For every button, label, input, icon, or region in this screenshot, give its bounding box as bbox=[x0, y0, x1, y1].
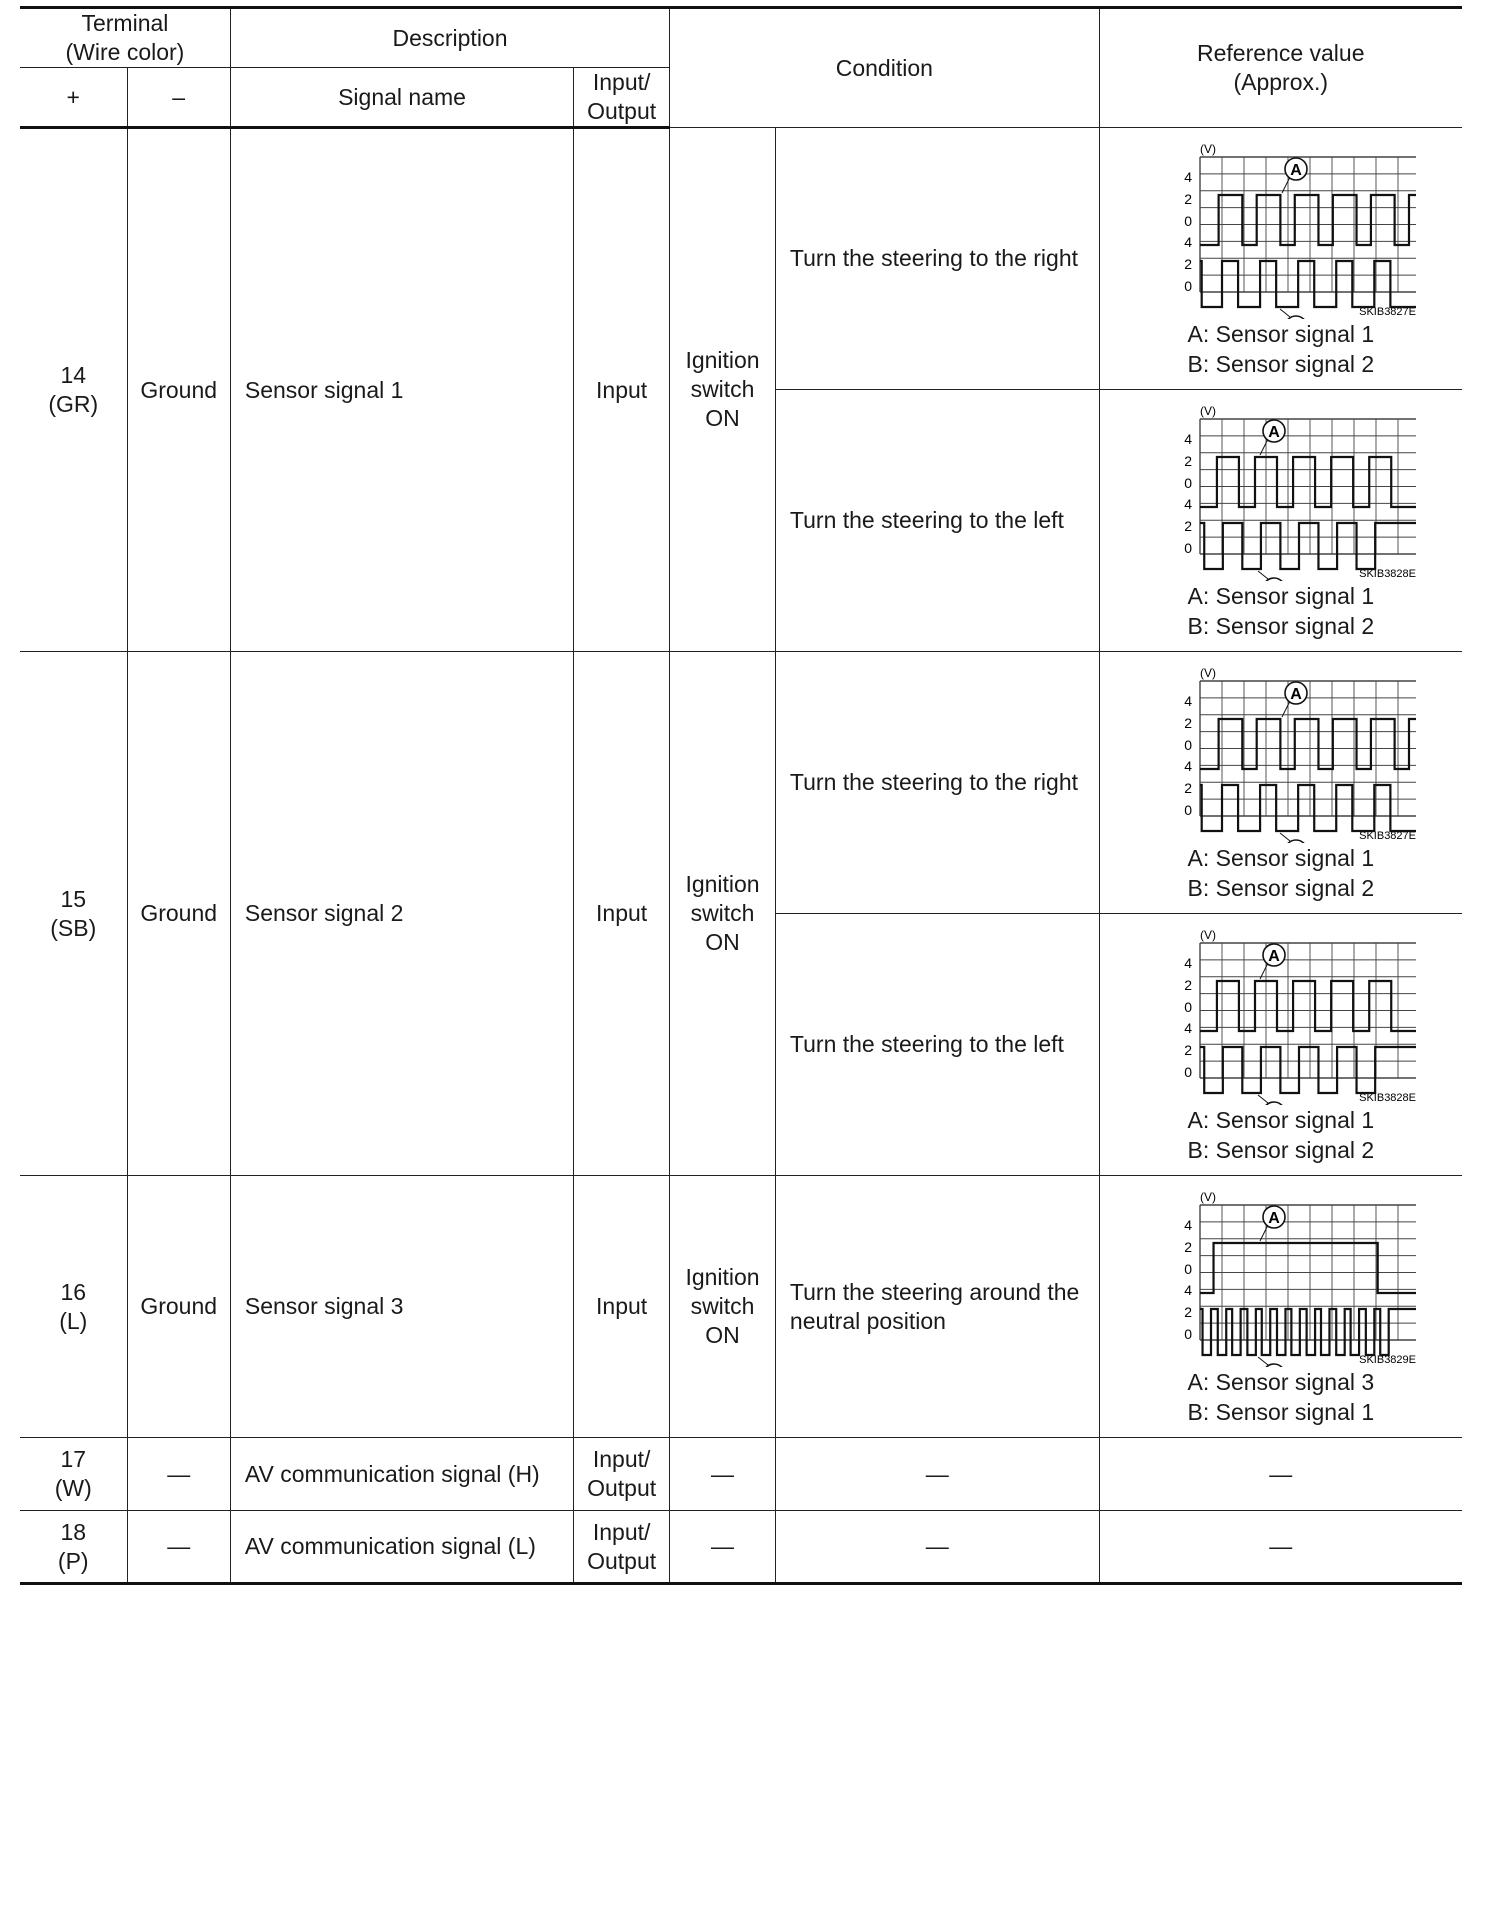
callout-a-label: A bbox=[1289, 685, 1302, 703]
header-input-output bbox=[574, 68, 670, 128]
waveform-b bbox=[1200, 523, 1416, 569]
waveform-b bbox=[1200, 1047, 1416, 1093]
wire-color: (L) bbox=[59, 1307, 88, 1334]
condition-line: Turn the steering around the bbox=[789, 1278, 1080, 1305]
header-terminal-label: Terminal bbox=[81, 10, 169, 36]
scope-tick-label: 4 bbox=[1183, 168, 1192, 185]
reference-cell: — bbox=[1099, 1438, 1462, 1511]
waveform-b bbox=[1200, 261, 1416, 307]
reference-cell bbox=[1099, 914, 1462, 1176]
condition-detail-cell: — bbox=[775, 1438, 1099, 1511]
scope-unit-label: (V) bbox=[1199, 1189, 1216, 1204]
header-condition: Condition bbox=[670, 8, 1099, 128]
condition-line: ON bbox=[705, 1322, 740, 1348]
scope-tick-label: 2 bbox=[1183, 255, 1192, 272]
oscilloscope-waveform bbox=[1146, 925, 1416, 1105]
condition-detail-cell: — bbox=[775, 1511, 1099, 1584]
scope-code-label: SKIB3827E bbox=[1358, 305, 1416, 318]
legend-a: A: Sensor signal 1 bbox=[1187, 582, 1375, 609]
signal-name-cell: Sensor signal 2 bbox=[230, 652, 573, 1176]
condition-main-cell: — bbox=[670, 1511, 776, 1584]
scope-tick-label: 4 bbox=[1183, 1019, 1192, 1036]
waveform-a bbox=[1200, 1243, 1416, 1293]
oscilloscope-waveform bbox=[1146, 139, 1416, 319]
header-approx-label: (Approx.) bbox=[1233, 69, 1329, 95]
header-description: Description bbox=[230, 8, 669, 68]
io-cell bbox=[574, 1511, 670, 1584]
signal-name-cell: Sensor signal 3 bbox=[230, 1176, 573, 1438]
waveform-a bbox=[1200, 719, 1416, 769]
scope-tick-label: 0 bbox=[1183, 539, 1192, 556]
scope-tick-label: 2 bbox=[1183, 452, 1192, 469]
header-plus: + bbox=[20, 68, 127, 128]
signal-name-cell: AV communication signal (H) bbox=[230, 1438, 573, 1511]
scope-tick-label: 4 bbox=[1183, 692, 1192, 709]
callout-b-line bbox=[1280, 309, 1290, 317]
scope-code-label: SKIB3828E bbox=[1358, 567, 1416, 580]
ground-cell: Ground bbox=[127, 128, 230, 652]
header-wire-color-label: (Wire color) bbox=[65, 39, 185, 65]
signal-name-cell: AV communication signal (L) bbox=[230, 1511, 573, 1584]
scope-tick-label: 4 bbox=[1183, 1281, 1192, 1298]
scope-tick-label: 0 bbox=[1183, 474, 1192, 491]
scope-tick-label: 0 bbox=[1183, 998, 1192, 1015]
scope-tick-label: 4 bbox=[1183, 757, 1192, 774]
condition-detail-cell bbox=[775, 1176, 1099, 1438]
scope-tick-label: 4 bbox=[1183, 1216, 1192, 1233]
scope-tick-label: 0 bbox=[1183, 736, 1192, 753]
callout-a-label: A bbox=[1289, 161, 1302, 179]
callout-a-label: A bbox=[1267, 1209, 1280, 1227]
terminal-number: 18 bbox=[60, 1518, 87, 1545]
condition-main-cell: — bbox=[670, 1438, 776, 1511]
header-reference-value bbox=[1099, 8, 1462, 128]
legend-a: A: Sensor signal 3 bbox=[1187, 1368, 1375, 1395]
waveform-a bbox=[1200, 195, 1416, 245]
terminal-cell bbox=[20, 1511, 127, 1584]
scope-tick-label: 2 bbox=[1183, 1303, 1192, 1320]
condition-line: switch bbox=[690, 900, 755, 926]
reference-cell bbox=[1099, 1176, 1462, 1438]
scope-tick-label: 0 bbox=[1183, 212, 1192, 229]
header-terminal bbox=[20, 8, 230, 68]
io-cell: Input bbox=[574, 652, 670, 1176]
terminal-number: 17 bbox=[60, 1446, 87, 1472]
oscilloscope-waveform bbox=[1146, 1187, 1416, 1367]
legend-a: A: Sensor signal 1 bbox=[1187, 320, 1375, 347]
callout-b-line bbox=[1258, 1357, 1268, 1365]
legend-a: A: Sensor signal 1 bbox=[1187, 844, 1375, 871]
scope-tick-label: 0 bbox=[1183, 1063, 1192, 1080]
waveform-a bbox=[1200, 457, 1416, 507]
terminal-cell bbox=[20, 128, 127, 652]
condition-line: Ignition bbox=[685, 347, 760, 373]
terminal-cell bbox=[20, 1438, 127, 1511]
condition-main-cell bbox=[670, 128, 776, 652]
condition-line: Ignition bbox=[685, 871, 760, 897]
terminal-number: 15 bbox=[60, 885, 87, 912]
terminal-number: 14 bbox=[60, 362, 87, 388]
scope-tick-label: 2 bbox=[1183, 976, 1192, 993]
scope-tick-label: 4 bbox=[1183, 954, 1192, 971]
io-line: Input/ bbox=[592, 1518, 651, 1545]
waveform-a bbox=[1200, 981, 1416, 1031]
header-reference-label: Reference value bbox=[1197, 40, 1365, 66]
legend-b: B: Sensor signal 2 bbox=[1187, 1136, 1375, 1163]
header-io-line-1: Input/ bbox=[592, 69, 651, 95]
scope-tick-label: 2 bbox=[1183, 517, 1192, 534]
io-cell: Input bbox=[574, 128, 670, 652]
legend-a: A: Sensor signal 1 bbox=[1187, 1106, 1375, 1133]
callout-b-line bbox=[1258, 571, 1268, 579]
scope-code-label: SKIB3827E bbox=[1358, 829, 1416, 842]
callout-a-label: A bbox=[1267, 423, 1280, 441]
scope-tick-label: 0 bbox=[1183, 1325, 1192, 1342]
scope-code-label: SKIB3829E bbox=[1358, 1353, 1416, 1366]
ground-cell: — bbox=[127, 1511, 230, 1584]
scope-unit-label: (V) bbox=[1199, 665, 1216, 680]
header-minus: – bbox=[127, 68, 230, 128]
condition-detail-cell: Turn the steering to the right bbox=[775, 652, 1099, 914]
scope-tick-label: 2 bbox=[1183, 1041, 1192, 1058]
scope-tick-label: 2 bbox=[1183, 714, 1192, 731]
io-line: Output bbox=[587, 1547, 657, 1574]
scope-unit-label: (V) bbox=[1199, 141, 1216, 156]
oscilloscope-waveform bbox=[1146, 401, 1416, 581]
scope-code-label: SKIB3828E bbox=[1358, 1091, 1416, 1104]
condition-line: ON bbox=[705, 929, 740, 955]
legend-b: B: Sensor signal 2 bbox=[1187, 874, 1375, 901]
ground-cell: Ground bbox=[127, 1176, 230, 1438]
condition-line: ON bbox=[705, 405, 740, 431]
condition-line: switch bbox=[690, 1293, 755, 1319]
terminal-number: 16 bbox=[60, 1278, 87, 1305]
ground-cell: Ground bbox=[127, 652, 230, 1176]
io-cell: Input bbox=[574, 1176, 670, 1438]
legend-b: B: Sensor signal 2 bbox=[1187, 350, 1375, 377]
scope-tick-label: 0 bbox=[1183, 1260, 1192, 1277]
scope-tick-label: 0 bbox=[1183, 801, 1192, 818]
scope-tick-label: 4 bbox=[1183, 233, 1192, 250]
legend-b: B: Sensor signal 2 bbox=[1187, 612, 1375, 639]
scope-tick-label: 0 bbox=[1183, 277, 1192, 294]
header-io-line-2: Output bbox=[587, 98, 657, 124]
scope-tick-label: 4 bbox=[1183, 495, 1192, 512]
terminal-cell bbox=[20, 652, 127, 1176]
reference-cell bbox=[1099, 390, 1462, 652]
reference-cell bbox=[1099, 652, 1462, 914]
scope-unit-label: (V) bbox=[1199, 403, 1216, 418]
callout-b-line bbox=[1258, 1095, 1268, 1103]
ground-cell: — bbox=[127, 1438, 230, 1511]
condition-line: Ignition bbox=[685, 1264, 760, 1290]
condition-detail-cell: Turn the steering to the right bbox=[775, 128, 1099, 390]
signal-name-cell: Sensor signal 1 bbox=[230, 128, 573, 652]
waveform-b bbox=[1200, 785, 1416, 831]
wire-color: (GR) bbox=[48, 391, 99, 417]
callout-b-line bbox=[1280, 833, 1290, 841]
reference-cell: — bbox=[1099, 1511, 1462, 1584]
scope-tick-label: 2 bbox=[1183, 779, 1192, 796]
io-line: Output bbox=[587, 1475, 657, 1501]
scope-tick-label: 4 bbox=[1183, 430, 1192, 447]
wire-color: (W) bbox=[54, 1475, 92, 1501]
condition-main-cell bbox=[670, 1176, 776, 1438]
terminal-reference-table bbox=[20, 6, 1462, 1585]
waveform-b bbox=[1200, 1309, 1416, 1355]
callout-a-label: A bbox=[1267, 947, 1280, 965]
io-cell bbox=[574, 1438, 670, 1511]
io-line: Input/ bbox=[592, 1446, 651, 1472]
condition-main-cell bbox=[670, 652, 776, 1176]
terminal-cell bbox=[20, 1176, 127, 1438]
reference-cell bbox=[1099, 128, 1462, 390]
wire-color: (SB) bbox=[50, 914, 97, 941]
condition-line: switch bbox=[690, 376, 755, 402]
legend-b: B: Sensor signal 1 bbox=[1187, 1398, 1375, 1425]
header-signal-name: Signal name bbox=[230, 68, 573, 128]
condition-line: neutral position bbox=[789, 1307, 946, 1334]
oscilloscope-waveform bbox=[1146, 663, 1416, 843]
wire-color: (P) bbox=[57, 1547, 89, 1574]
scope-unit-label: (V) bbox=[1199, 927, 1216, 942]
scope-tick-label: 2 bbox=[1183, 190, 1192, 207]
condition-detail-cell: Turn the steering to the left bbox=[775, 390, 1099, 652]
scope-tick-label: 2 bbox=[1183, 1238, 1192, 1255]
condition-detail-cell: Turn the steering to the left bbox=[775, 914, 1099, 1176]
